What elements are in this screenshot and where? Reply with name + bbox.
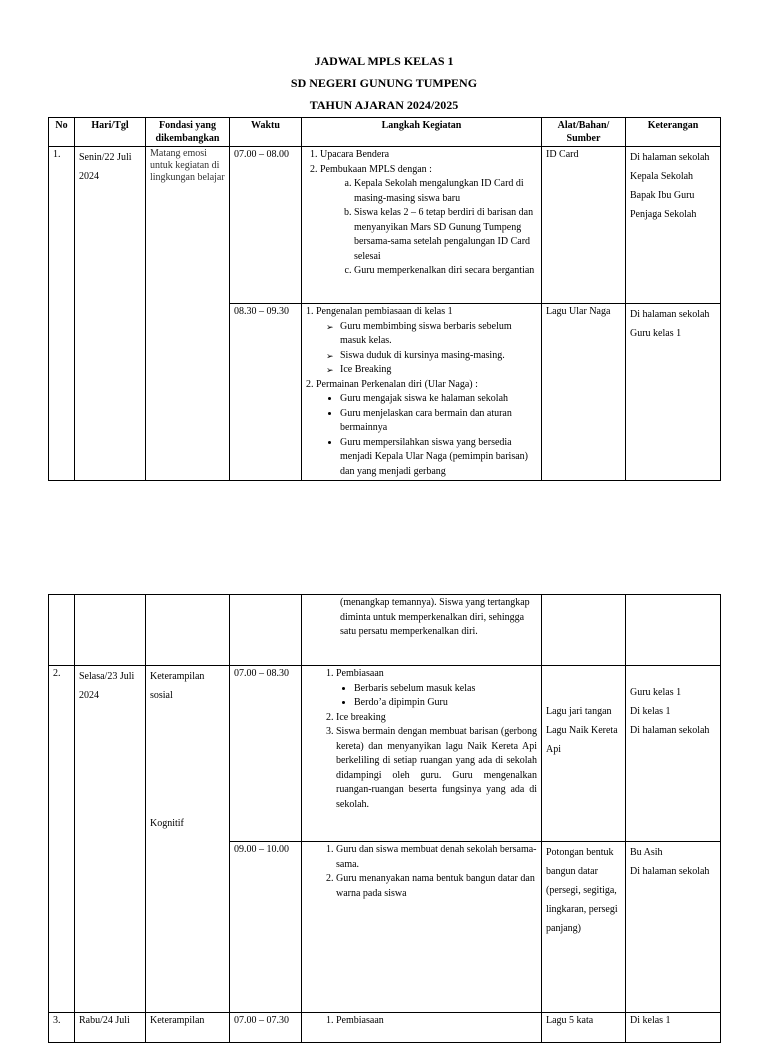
day1-date: Senin/22 Juli 2024 <box>75 147 146 481</box>
list-item: 3. Siswa bermain dengan membuat barisan (gerbong kereta) dan menyanyikan lagu Naik Kereta Api berkeliling di setiap ruangan yang ada di sekolah didampingi oleh guru. Guru mengenalkan ruangan-ruangan beserta fungsinya yang ada di sekolah. <box>336 725 537 812</box>
alat-line: Lagu jari tangan <box>546 706 612 717</box>
day1-s2-alat: Lagu Ular Naga <box>542 304 626 481</box>
day3-time: 07.00 – 07.30 <box>230 1013 302 1043</box>
empty-cell <box>75 595 146 666</box>
list-item <box>320 163 537 279</box>
schedule-table-page-1 <box>48 117 721 481</box>
title-line-2: SD NEGERI GUNUNG TUMPENG <box>290 76 478 90</box>
day1-s2-continuation: (menangkap temannya). Siswa yang tertangkap diminta untuk memperkenalkan diri, sehingga satu persatu memperkenalkan diri. <box>302 595 542 666</box>
col-header-waktu: Waktu <box>230 118 302 147</box>
col-header-keterangan: Keterangan <box>626 118 721 147</box>
list-item: • Berbaris sebelum masuk kelas <box>354 682 537 697</box>
schedule-table-page-2 <box>48 594 721 1043</box>
day3-date: Rabu/24 Juli <box>75 1013 146 1043</box>
day1-s2-steps <box>302 304 542 481</box>
keterangan-line: Penjaga Sekolah <box>630 209 697 220</box>
keterangan-line: Di halaman sekolah <box>630 725 710 736</box>
table-row <box>49 595 721 666</box>
day2-s2-keterangan <box>626 842 721 1013</box>
document-title <box>0 50 768 116</box>
keterangan-line: Guru kelas 1 <box>630 328 682 339</box>
day1-fondasi: Matang emosi untuk kegiatan di lingkungan belajar <box>146 147 230 481</box>
empty-cell <box>49 595 75 666</box>
table-row <box>49 666 721 842</box>
list-item: c. Guru memperkenalkan diri secara bergantian <box>354 264 537 279</box>
day1-s1-alat: ID Card <box>542 147 626 304</box>
list-item: b. Siswa kelas 2 – 6 tetap berdiri di barisan dan menyanyikan Mars SD Gunung Tumpeng bersama-sama setelah pengalungan ID Card selesai <box>354 206 537 264</box>
title-line-3: TAHUN AJARAN 2024/2025 <box>309 98 459 112</box>
day2-s1-alat <box>542 666 626 842</box>
keterangan-line: Di halaman sekolah <box>630 152 710 163</box>
day2-no: 2. <box>49 666 75 1013</box>
empty-cell <box>146 595 230 666</box>
list-item: 2. Ice breaking <box>336 711 537 726</box>
col-header-hari: Hari/Tgl <box>75 118 146 147</box>
day1-s1-keterangan <box>626 147 721 304</box>
day2-s1-steps <box>302 666 542 842</box>
day2-fondasi <box>146 666 230 1013</box>
day1-s2-keterangan <box>626 304 721 481</box>
step-heading: 1. Pengenalan pembiasaan di kelas 1 <box>306 306 453 317</box>
day2-s1-keterangan <box>626 666 721 842</box>
day2-s2-steps <box>302 842 542 1013</box>
day2-s2-time: 09.00 – 10.00 <box>230 842 302 1013</box>
keterangan-line: Di kelas 1 <box>630 706 671 717</box>
col-header-no: No <box>49 118 75 147</box>
empty-cell <box>626 595 721 666</box>
table-header-row <box>49 118 721 147</box>
list-item: ➢ Guru membimbing siswa berbaris sebelum masuk kelas. <box>340 320 537 349</box>
list-item: 1. Guru dan siswa membuat denah sekolah bersama-sama. <box>336 843 537 872</box>
day1-s1-steps <box>302 147 542 304</box>
day2-s2-alat: Potongan bentuk bangun datar (persegi, segitiga, lingkaran, persegi panjang) <box>542 842 626 1013</box>
fondasi-text: Keterampilan sosial <box>150 671 205 701</box>
keterangan-line: Bu Asih <box>630 847 663 858</box>
list-item: • Guru mempersilahkan siswa yang bersedia menjadi Kepala Ular Naga (pemimpin barisan) dan yang menjadi gerbang <box>340 436 537 480</box>
keterangan-line: Di halaman sekolah <box>630 866 710 877</box>
keterangan-line: Guru kelas 1 <box>630 687 682 698</box>
col-header-alat: Alat/Bahan/ Sumber <box>542 118 626 147</box>
day1-s2-time: 08.30 – 09.30 <box>230 304 302 481</box>
day3-steps <box>302 1013 542 1043</box>
list-item: 1. Upacara Bendera <box>320 148 537 163</box>
list-item-text: Pembiasaan <box>336 668 384 679</box>
col-header-langkah: Langkah Kegiatan <box>302 118 542 147</box>
keterangan-line: Kepala Sekolah <box>630 171 694 182</box>
step-heading: 2. Permainan Perkenalan diri (Ular Naga) : <box>306 378 478 390</box>
col-header-fondasi: Fondasi yang dikembangkan <box>146 118 230 147</box>
day2-s1-time: 07.00 – 08.30 <box>230 666 302 842</box>
list-item: • Guru menjelaskan cara bermain dan aturan bermainnya <box>340 407 537 436</box>
list-item: ➢ Ice Breaking <box>340 363 537 378</box>
list-item <box>336 667 537 711</box>
empty-cell <box>230 595 302 666</box>
day1-s1-time: 07.00 – 08.00 <box>230 147 302 304</box>
day3-alat: Lagu 5 kata <box>542 1013 626 1043</box>
day1-no: 1. <box>49 147 75 481</box>
empty-cell <box>542 595 626 666</box>
keterangan-line: Di halaman sekolah <box>630 309 710 320</box>
keterangan-line: Bapak Ibu Guru <box>630 190 695 201</box>
alat-line: Lagu Naik Kereta Api <box>546 725 618 755</box>
list-item-text: Pembukaan MPLS dengan : <box>320 163 432 175</box>
table-row <box>49 1013 721 1043</box>
list-item: • Guru mengajak siswa ke halaman sekolah <box>340 392 537 407</box>
list-item: 2. Guru menanyakan nama bentuk bangun datar dan warna pada siswa <box>336 872 537 901</box>
day3-fondasi: Keterampilan <box>146 1013 230 1043</box>
fondasi-text: Kognitif <box>150 818 184 829</box>
day2-date: Selasa/23 Juli 2024 <box>75 666 146 1013</box>
list-item: 1. Pembiasaan <box>336 1014 537 1029</box>
table-row <box>49 147 721 304</box>
title-line-1: JADWAL MPLS KELAS 1 <box>314 54 454 68</box>
list-item: • Berdo’a dipimpin Guru <box>354 696 537 711</box>
list-item: ➢ Siswa duduk di kursinya masing-masing. <box>340 349 537 364</box>
list-item: a. Kepala Sekolah mengalungkan ID Card di masing-masing siswa baru <box>354 177 537 206</box>
day3-keterangan: Di kelas 1 <box>626 1013 721 1043</box>
day3-no: 3. <box>49 1013 75 1043</box>
